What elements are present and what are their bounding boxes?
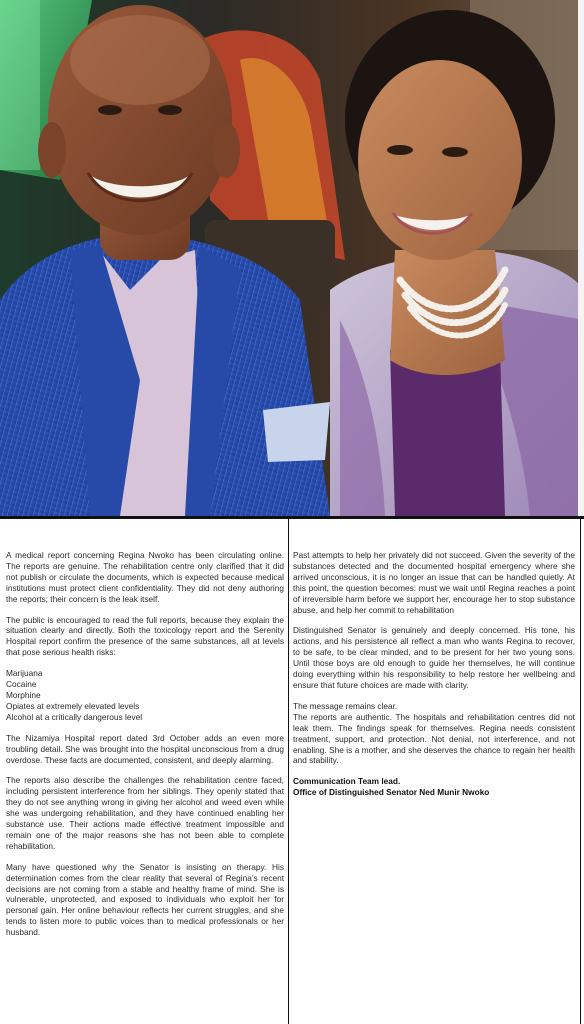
left-column bbox=[6, 550, 284, 948]
closing-lead: The message remains clear. bbox=[293, 700, 398, 711]
divider-top bbox=[0, 516, 584, 519]
right-column bbox=[293, 550, 575, 798]
substance-list bbox=[6, 668, 284, 723]
list-item: Cocaine bbox=[6, 679, 37, 690]
paragraph: Past attempts to help her privately did not succeed. Given the severity of the substances detected and the documented hospital emergency where she arrived unconscious, it is no longer an issue that can be handled quietly. At this point, the question becomes: must we wait until Regina reaches a point of irreversible harm before we support her, encourage her to stop substance abuse, and help her commit to rehabilitation bbox=[293, 550, 575, 615]
list-item: Opiates at extremely elevated levels bbox=[6, 700, 140, 711]
signature-title: Communication Team lead. bbox=[293, 776, 401, 787]
paragraph: Many have questioned why the Senator is insisting on therapy. His determination comes from the clear reality that several of Regina’s recent decisions are not coming from a stable and healthy frame of mind. She is vulnerable, unprotected, and exposed to individuals who exploit her for personal gain. Her online behaviour reflects her current struggles, and she tends to listen more to public voices than to medical professionals or her husband. bbox=[6, 861, 284, 938]
list-item: Alcohol at a critically dangerous level bbox=[6, 711, 143, 722]
column-divider bbox=[288, 516, 289, 1024]
list-item: Marijuana bbox=[6, 668, 43, 679]
paragraph: Distinguished Senator is genuinely and deeply concerned. His tone, his actions, and his persistence all reflect a man who wants Regina to recover, to be safe, to be clear minded, and to be present for her two young sons. Until those boys are old enough to guide her themselves, he will continue doing everything within his responsibility to help restore her wellbeing and ensure that future choices are made with clarity. bbox=[293, 625, 575, 690]
paragraph: The public is encouraged to read the full reports, because they explain the situation clearly and directly. Both the toxicology report and the Serenity Hospital report confirm the presence of the same substances, all at levels that pose serious health risks: bbox=[6, 614, 284, 658]
signature-office: Office of Distinguished Senator Ned Munir Nwoko bbox=[293, 787, 490, 798]
right-border bbox=[580, 516, 581, 1024]
paragraph: A medical report concerning Regina Nwoko has been circulating online. The reports are genuine. The rehabilitation centre only clarified that it did not publish or circulate the documents, which is expected because medical institutions must protect client confidentiality. They did not deny authoring the reports; their concern is the leak itself. bbox=[6, 550, 284, 604]
closing-block bbox=[293, 701, 575, 766]
list-item: Morphine bbox=[6, 689, 41, 700]
paragraph: The Nizamiya Hospital report dated 3rd October adds an even more troubling detail. She was brought into the hospital unconscious from a drug overdose. These facts are documented, consistent, and deeply alarming. bbox=[6, 732, 284, 765]
statement-article bbox=[0, 516, 584, 1024]
closing-paragraph: The reports are authentic. The hospitals and rehabilitation centres did not leak them. The findings speak for themselves. Regina needs consistent treatment, support, and protection. Not denial, not interference, and not enabling. She is a mother, and she deserves the chance to regain her health and stability. bbox=[293, 711, 575, 766]
paragraph: The reports also describe the challenges the rehabilitation centre faced, including persistent interference from her siblings. They openly stated that they do not see anything wrong in giving her alcohol and weed even while she was undergoing rehabilitation, and they have continued enabling her substance use. Their actions made effective treatment impossible and remain one of the major reasons she has not been able to complete rehabilitation. bbox=[6, 775, 284, 851]
